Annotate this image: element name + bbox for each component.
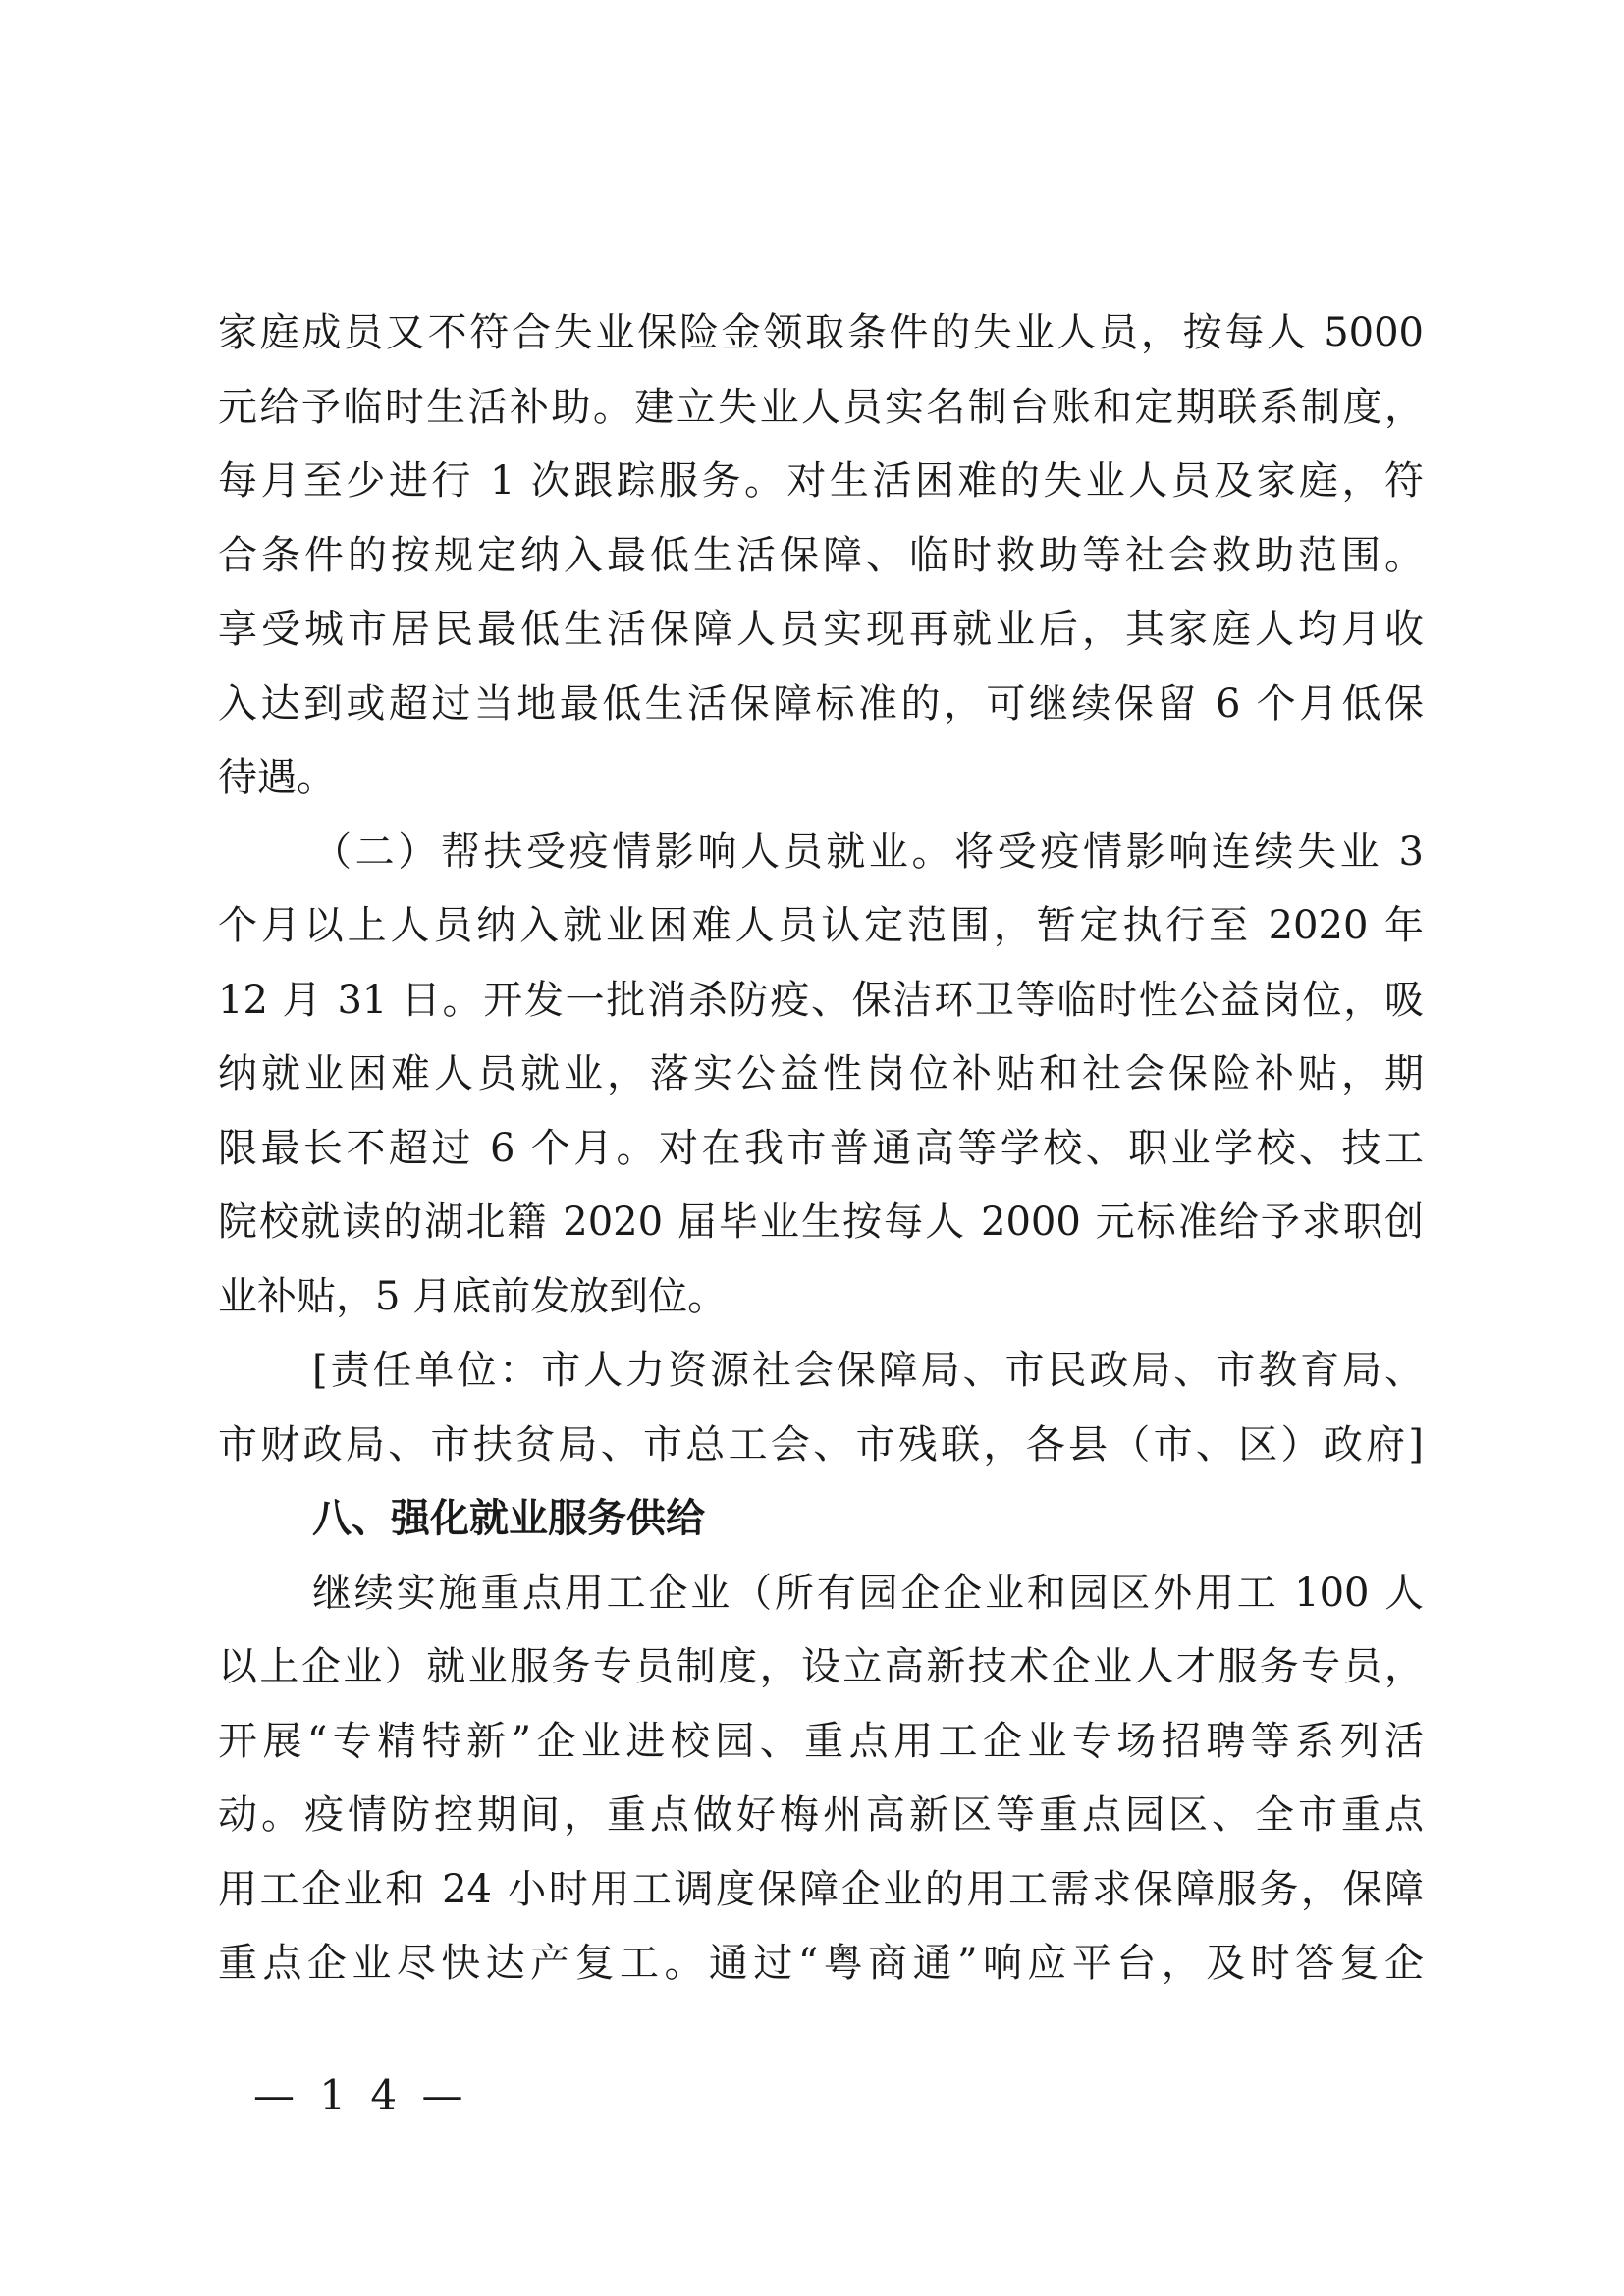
paragraph-line: 12 月 31 日。开发一批消杀防疫、保洁环卫等临时性公益岗位，吸 [218, 977, 1424, 1023]
section-heading: 八、强化就业服务供给 [312, 1496, 705, 1541]
paragraph-line: 限最长不超过 6 个月。对在我市普通高等学校、职业学校、技工 [218, 1125, 1424, 1171]
paragraph-line: 家庭成员又不符合失业保险金领取条件的失业人员，按每人 5000 [218, 310, 1424, 355]
paragraph-line: 用工企业和 24 小时用工调度保障企业的用工需求保障服务，保障 [218, 1866, 1424, 1912]
paragraph-line: 入达到或超过当地最低生活保障标准的，可继续保留 6 个月低保 [218, 680, 1424, 726]
paragraph-line: 享受城市居民最低生活保障人员实现再就业后，其家庭人均月收 [218, 607, 1424, 652]
paragraph-line: 纳就业困难人员就业，落实公益性岗位补贴和社会保险补贴，期 [218, 1051, 1424, 1096]
paragraph-line: 重点企业尽快达产复工。通过“粤商通”响应平台，及时答复企 [218, 1941, 1424, 1986]
paragraph-line: 待遇。 [218, 755, 336, 800]
body-text [218, 296, 1424, 2002]
paragraph-line: 合条件的按规定纳入最低生活保障、临时救助等社会救助范围。 [218, 532, 1424, 578]
paragraph-line: 元给予临时生活补助。建立失业人员实名制台账和定期联系制度， [218, 384, 1424, 430]
paragraph-line: 业补贴，5 月底前发放到位。 [218, 1273, 728, 1319]
paragraph-line: 继续实施重点用工企业（所有园企企业和园区外用工 100 人 [312, 1570, 1424, 1616]
responsibility-line: 市财政局、市扶贫局、市总工会、市残联，各县（市、区）政府] [218, 1421, 1424, 1468]
paragraph-line: （二）帮扶受疫情影响人员就业。将受疫情影响连续失业 3 [312, 828, 1424, 875]
paragraph-line: 个月以上人员纳入就业困难人员认定范围，暂定执行至 2020 年 [218, 903, 1424, 948]
page-number: — 1 4 — [253, 2071, 469, 2119]
paragraph-line: 动。疫情防控期间，重点做好梅州高新区等重点园区、全市重点 [218, 1792, 1424, 1838]
responsibility-line: [责任单位：市人力资源社会保障局、市民政局、市教育局、 [312, 1348, 1424, 1393]
paragraph-line: 院校就读的湖北籍 2020 届毕业生按每人 2000 元标准给予求职创 [218, 1200, 1424, 1245]
paragraph-line: 每月至少进行 1 次跟踪服务。对生活困难的失业人员及家庭，符 [218, 458, 1424, 504]
paragraph-line: 以上企业）就业服务专员制度，设立高新技术企业人才服务专员， [218, 1644, 1424, 1689]
paragraph-line: 开展“专精特新”企业进校园、重点用工企业专场招聘等系列活 [218, 1718, 1424, 1764]
